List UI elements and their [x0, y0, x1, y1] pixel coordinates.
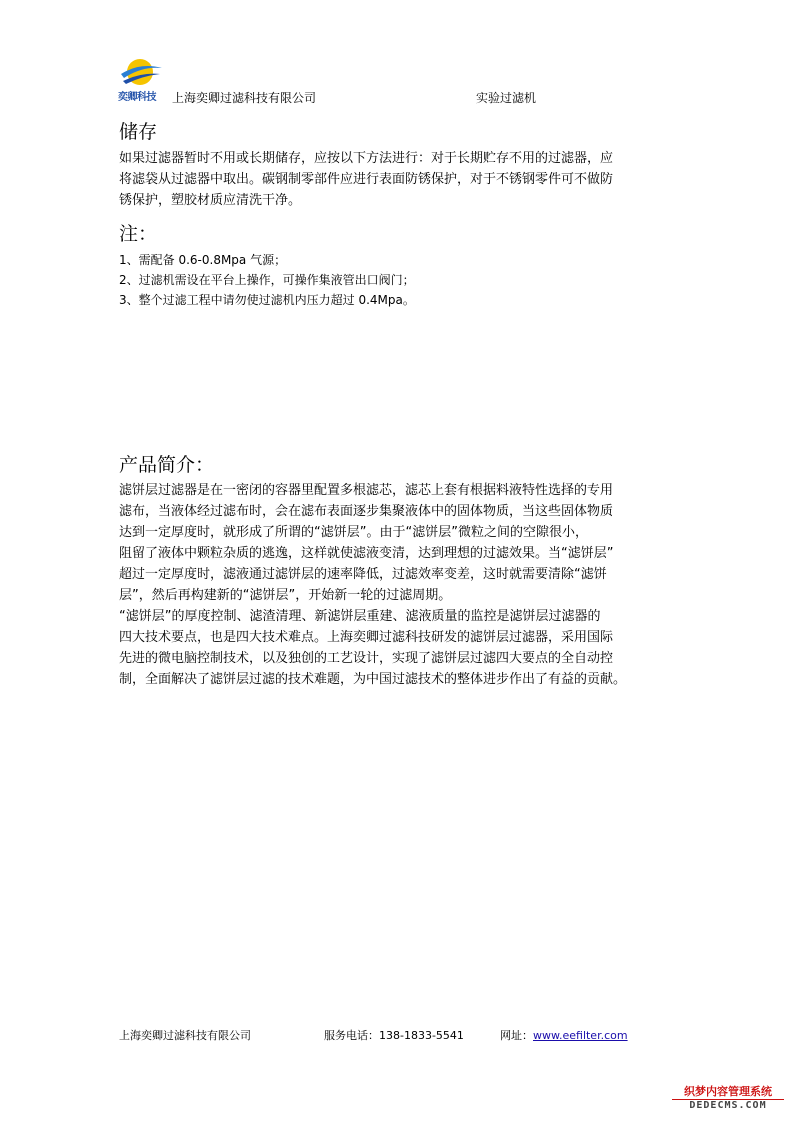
footer-phone [324, 1027, 464, 1043]
footer-web-link[interactable]: www.eefilter.com [533, 1029, 628, 1042]
logo-text: 奕卿科技 [118, 92, 156, 103]
intro-line: “滤饼层”的厚度控制、滤渣清理、新滤饼层重建、滤液质量的监控是滤饼层过滤器的 [119, 609, 601, 624]
note-item: 2、过滤机需设在平台上操作，可操作集液管出口阀门； [119, 273, 415, 287]
intro-line: 四大技术要点，也是四大技术难点。上海奕卿过滤科技研发的滤饼层过滤器，采用国际 [119, 630, 614, 645]
intro-line: 达到一定厚度时，就形成了所谓的“滤饼层”。由于“滤饼层”微粒之间的空隙很小， [119, 525, 588, 540]
intro-line: 先进的微电脑控制技术，以及独创的工艺设计，实现了滤饼层过滤四大要点的全自动控 [119, 651, 614, 666]
storage-paragraph [119, 148, 675, 211]
intro-line: 滤饼层过滤器是在一密闭的容器里配置多根滤芯，滤芯上套有根据料液特性选择的专用 [119, 483, 614, 498]
watermark-cn: 织梦内容管理系统 [672, 1085, 784, 1100]
intro-line: 滤布，当液体经过滤布时，会在滤布表面逐步集聚液体中的固体物质，当这些固体物质 [119, 504, 614, 519]
note-item: 1、需配备 0.6-0.8Mpa 气源； [119, 253, 287, 267]
intro-line: 阻留了液体中颗粒杂质的逃逸，这样就使滤液变清，达到理想的过滤效果。当“滤饼层” [119, 546, 614, 561]
notes-list [119, 250, 415, 310]
header-company: 上海奕卿过滤科技有限公司 [172, 91, 317, 105]
cms-watermark [672, 1085, 784, 1113]
footer-web-label: 网址： [500, 1029, 533, 1042]
storage-line: 锈保护，塑胶材质应清洗干净。 [119, 193, 302, 208]
intro-line: 层”，然后再构建新的“滤饼层”，开始新一轮的过滤周期。 [119, 588, 452, 603]
storage-line: 将滤袋从过滤器中取出。碳钢制零部件应进行表面防锈保护，对于不锈钢零件可不做防 [119, 172, 614, 187]
notes-heading: 注： [119, 223, 158, 245]
storage-heading: 储存 [119, 121, 158, 143]
note-item: 3、整个过滤工程中请勿使过滤机内压力超过 0.4Mpa。 [119, 293, 415, 307]
footer-company: 上海奕卿过滤科技有限公司 [119, 1029, 251, 1042]
intro-line: 超过一定厚度时，滤液通过滤饼层的速率降低，过滤效率变差，这时就需要清除“滤饼 [119, 567, 607, 582]
intro-heading: 产品简介： [119, 454, 215, 476]
footer-phone-number: 138-1833-5541 [379, 1029, 464, 1042]
storage-line: 如果过滤器暂时不用或长期储存，应按以下方法进行：对于长期贮存不用的过滤器，应 [119, 151, 614, 166]
header-product-title: 实验过滤机 [476, 91, 537, 105]
footer-web [500, 1027, 628, 1043]
watermark-en: DEDECMS.COM [689, 1100, 767, 1111]
footer-phone-label: 服务电话： [324, 1029, 379, 1042]
intro-paragraph [119, 480, 675, 690]
intro-line: 制，全面解决了滤饼层过滤的技术难题，为中国过滤技术的整体进步作出了有益的贡献。 [119, 672, 627, 687]
